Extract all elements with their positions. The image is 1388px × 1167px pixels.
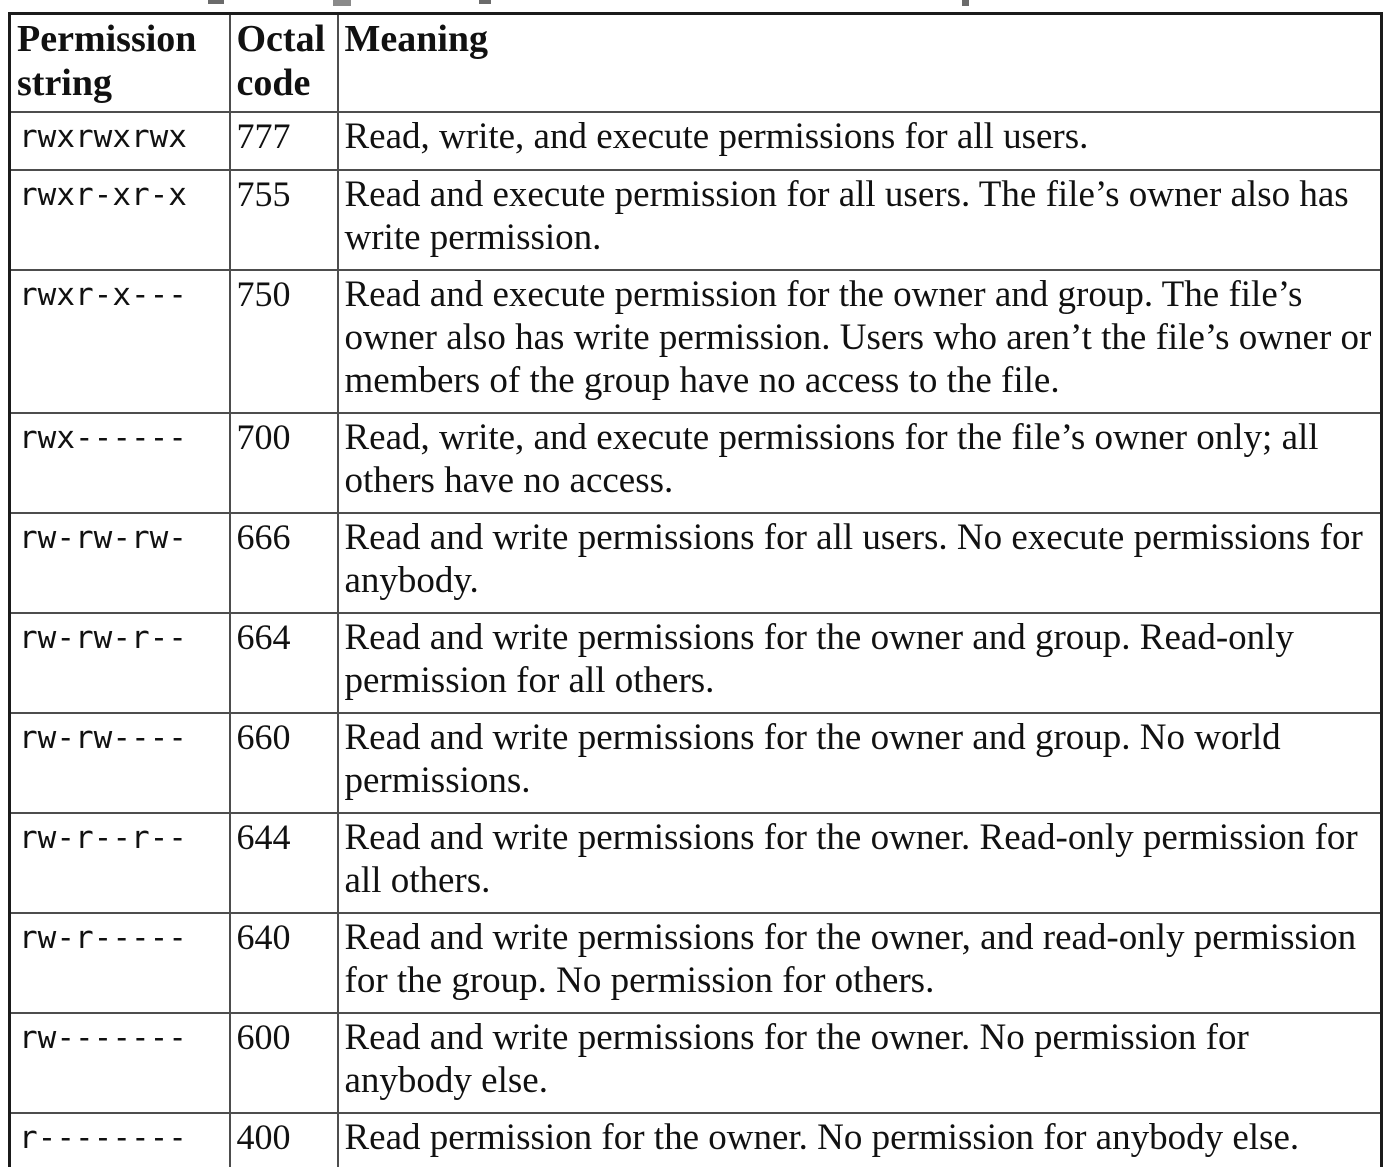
permission-string-cell: r-------- bbox=[10, 1113, 230, 1167]
permissions-table bbox=[8, 12, 1383, 1167]
permission-string-cell: rw-r--r-- bbox=[10, 813, 230, 913]
table-row bbox=[10, 613, 1382, 713]
permission-string-cell: rw------- bbox=[10, 1013, 230, 1113]
table-row bbox=[10, 270, 1382, 413]
header-row bbox=[10, 14, 1382, 113]
permission-string-cell: rw-rw-rw- bbox=[10, 513, 230, 613]
octal-code-cell: 755 bbox=[230, 170, 338, 270]
permission-string-cell: rwxr-xr-x bbox=[10, 170, 230, 270]
table-header bbox=[10, 14, 1382, 113]
octal-code-cell: 640 bbox=[230, 913, 338, 1013]
meaning-cell: Read and write permissions for the owner and group. Read-only permission for all others. bbox=[338, 613, 1382, 713]
meaning-cell: Read permission for the owner. No permission for anybody else. bbox=[338, 1113, 1382, 1167]
table-row bbox=[10, 513, 1382, 613]
meaning-cell: Read and write permissions for the owner. Read-only permission for all others. bbox=[338, 813, 1382, 913]
cropped-text-remnant bbox=[962, 0, 969, 6]
meaning-cell: Read and write permissions for the owner. No permission for anybody else. bbox=[338, 1013, 1382, 1113]
table-row bbox=[10, 170, 1382, 270]
octal-code-cell: 666 bbox=[230, 513, 338, 613]
table-row bbox=[10, 913, 1382, 1013]
table-row bbox=[10, 1113, 1382, 1167]
octal-code-cell: 644 bbox=[230, 813, 338, 913]
octal-code-cell: 660 bbox=[230, 713, 338, 813]
table-row bbox=[10, 713, 1382, 813]
octal-code-cell: 600 bbox=[230, 1013, 338, 1113]
permission-string-cell: rw-r----- bbox=[10, 913, 230, 1013]
col-header-permission-string: Permission string bbox=[10, 14, 230, 113]
cropped-text-remnant bbox=[208, 0, 224, 4]
octal-code-cell: 700 bbox=[230, 413, 338, 513]
meaning-cell: Read and write permissions for the owner and group. No world permissions. bbox=[338, 713, 1382, 813]
cropped-text-remnant bbox=[333, 0, 351, 6]
col-header-octal-code: Octal code bbox=[230, 14, 338, 113]
permission-string-cell: rwxrwxrwx bbox=[10, 112, 230, 170]
octal-code-cell: 664 bbox=[230, 613, 338, 713]
octal-code-cell: 750 bbox=[230, 270, 338, 413]
meaning-cell: Read and write permissions for the owner, and read-only permission for the group. No permission for others. bbox=[338, 913, 1382, 1013]
permission-string-cell: rw-rw---- bbox=[10, 713, 230, 813]
table-row bbox=[10, 813, 1382, 913]
table-row bbox=[10, 413, 1382, 513]
table-row bbox=[10, 1013, 1382, 1113]
permission-string-cell: rwxr-x--- bbox=[10, 270, 230, 413]
permission-string-cell: rwx------ bbox=[10, 413, 230, 513]
octal-code-cell: 777 bbox=[230, 112, 338, 170]
meaning-cell: Read, write, and execute permissions for all users. bbox=[338, 112, 1382, 170]
meaning-cell: Read, write, and execute permissions for the file’s owner only; all others have no access. bbox=[338, 413, 1382, 513]
cropped-text-remnant bbox=[479, 0, 491, 4]
table-body bbox=[10, 112, 1382, 1167]
col-header-meaning: Meaning bbox=[338, 14, 1382, 113]
table-row bbox=[10, 112, 1382, 170]
meaning-cell: Read and write permissions for all users. No execute permissions for anybody. bbox=[338, 513, 1382, 613]
permission-string-cell: rw-rw-r-- bbox=[10, 613, 230, 713]
octal-code-cell: 400 bbox=[230, 1113, 338, 1167]
meaning-cell: Read and execute permission for the owner and group. The file’s owner also has write permission. Users who aren’t the file’s owner or members of the group have no access to the file. bbox=[338, 270, 1382, 413]
meaning-cell: Read and execute permission for all users. The file’s owner also has write permission. bbox=[338, 170, 1382, 270]
